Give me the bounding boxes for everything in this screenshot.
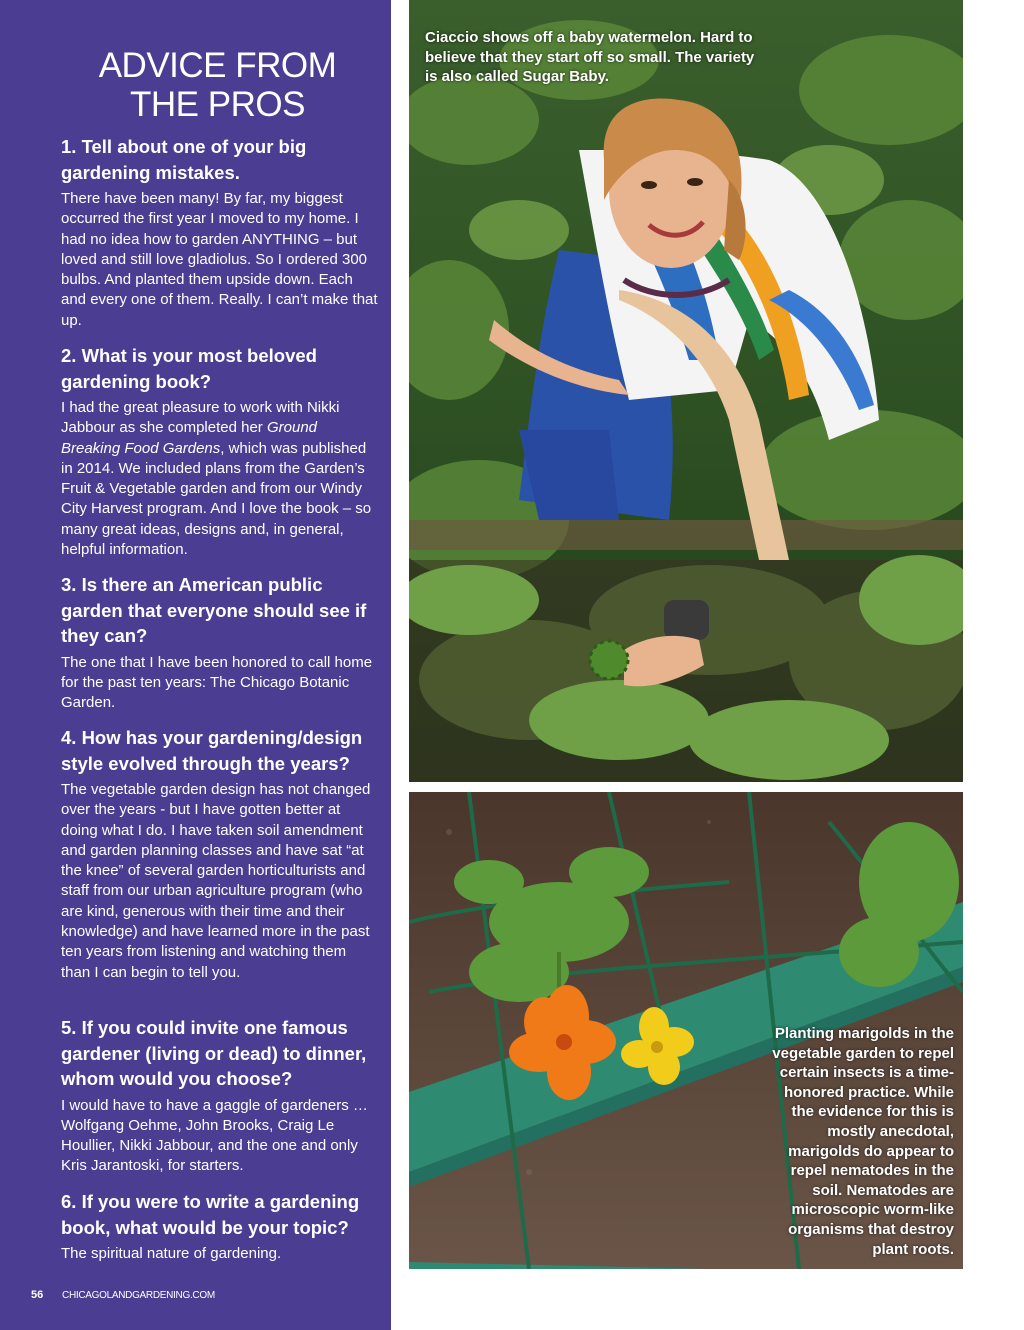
qa-item-2 [61, 343, 379, 560]
sidebar-panel [0, 0, 391, 1330]
qa-item-5 [61, 1015, 379, 1177]
answer-2-text-a: I had the great pleasure to work with Nikki Jabbour as she completed her [61, 399, 340, 437]
page-footer [31, 1289, 215, 1301]
page-number: 56 [31, 1289, 44, 1301]
title-line-2: THE PROS [130, 85, 305, 124]
qa-item-3 [61, 572, 379, 713]
answer-5: I would have to have a gaggle of gardeners … Wolfgang Oehme, John Brooks, Craig Le Houllier, Nikki Jabbour, and the one and only Kris Jarantoski, for starters. [61, 1096, 368, 1175]
question-5: 5. If you could invite one famous gardener (living or dead) to dinner, whom would you choose? [61, 1017, 367, 1089]
qa-item-6 [61, 1189, 379, 1264]
answer-1: There have been many! By far, my biggest occurred the first year I moved to my home. I had no idea how to garden ANYTHING – but loved and still love gladiolus. So I ordered 300 bulbs. And planted them upside down. Each and every one of them. Really. I can’t make that up. [61, 190, 378, 329]
watermelon-photo-illustration [409, 0, 963, 782]
answer-3: The one that I have been honored to call home for the past ten years: The Chicago Botanic Garden. [61, 653, 373, 712]
answer-4: The vegetable garden design has not changed over the years - but I have gotten better at doing what I do. I have taken soil amendment and garden planning classes and have sat “at the knee” of several garden horticulturists and staff from our urban agriculture program (who are kind, generous with their time and their knowledge) and have learned more in the past ten years from listening and watching them than I can begin to tell you. [61, 781, 371, 981]
answer-2-text-b: , which was published in 2014. We included plans from the Garden’s Fruit & Vegetable garden and from our Windy City Harvest program. And I love the book – so many great ideas, designs and, in general, helpful information. [61, 439, 372, 559]
answer-2 [61, 398, 379, 560]
question-3: 3. Is there an American public garden that everyone should see if they can? [61, 574, 367, 646]
question-2: 2. What is your most beloved gardening book? [61, 345, 317, 392]
watermelon-photo [409, 0, 963, 782]
question-4: 4. How has your gardening/design style evolved through the years? [61, 727, 363, 774]
question-1: 1. Tell about one of your big gardening mistakes. [61, 136, 307, 183]
qa-item-4 [61, 725, 379, 983]
question-6: 6. If you were to write a gardening book, what would be your topic? [61, 1191, 360, 1238]
answer-6: The spiritual nature of gardening. [61, 1245, 282, 1262]
book-title: Ground Breaking Food Gardens [61, 419, 318, 457]
title-line-1: ADVICE FROM [98, 46, 337, 85]
qa-item-1 [61, 134, 379, 331]
marigold-caption: Planting marigolds in the vegetable garden to repel certain insects is a time-honored practice. While the evidence for this is mostly anecdotal, marigolds do appear to repel nematodes in the soil. Nematodes are microscopic worm-like organisms that destroy plant roots. [772, 1025, 954, 1258]
site-name: CHICAGOLANDGARDENING.COM [62, 1290, 215, 1301]
article-title [40, 46, 395, 124]
watermelon-caption: Ciaccio shows off a baby watermelon. Hard to believe that they start off so small. The variety is also called Sugar Baby. [425, 29, 755, 86]
